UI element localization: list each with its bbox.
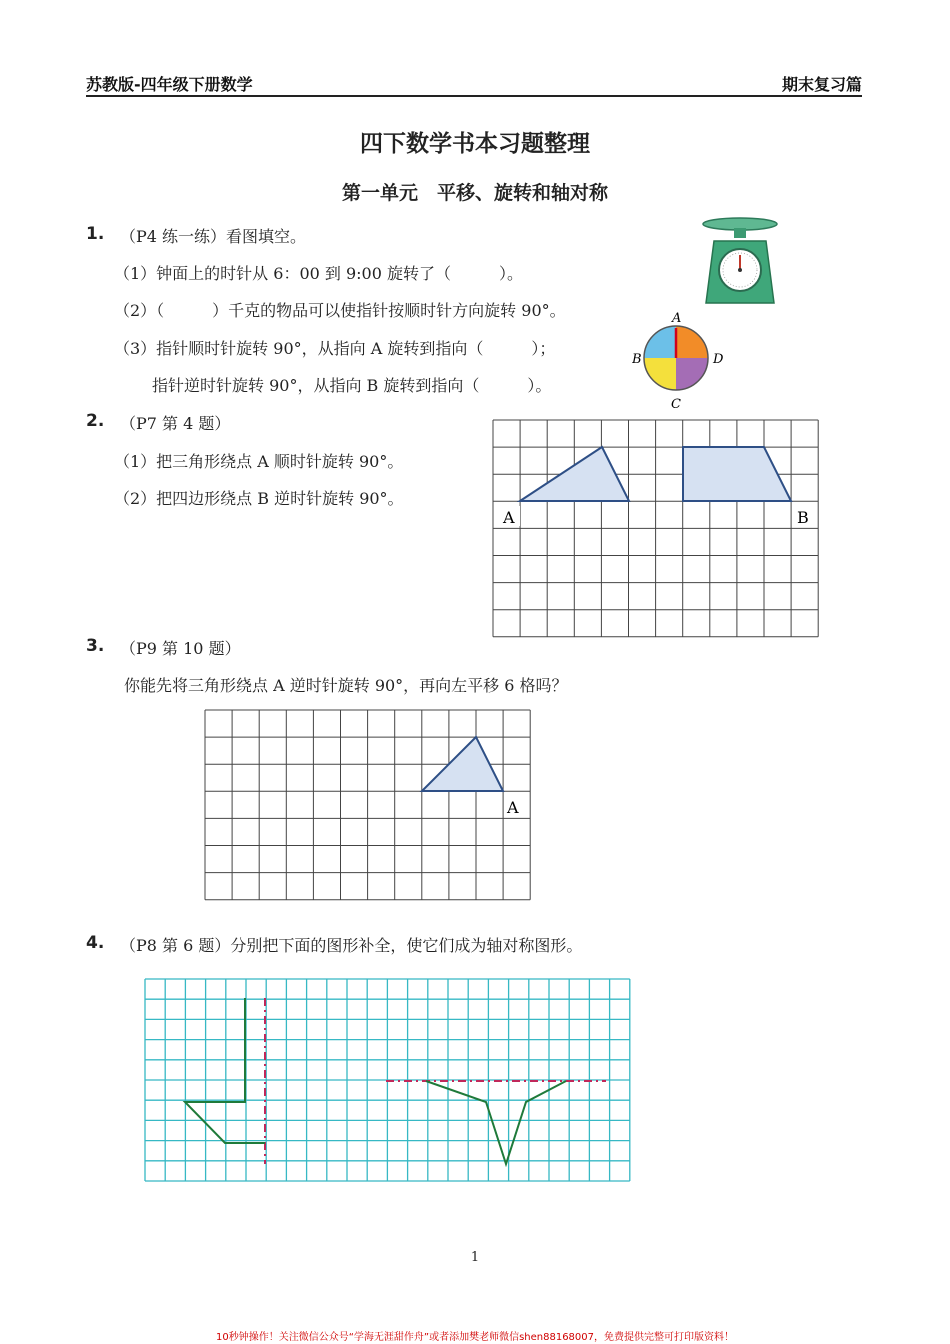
header-right: 期末复习篇 xyxy=(781,75,862,94)
q2-label-b: B xyxy=(797,508,809,527)
footer-note: 10秒钟操作！关注微信公众号“学海无涯甜作舟”或者添加樊老师微信shen88168007，免费提供完整可打印版资料！ xyxy=(215,1332,735,1343)
q1-number: 1. xyxy=(86,224,105,244)
disk-label-a: A xyxy=(672,311,682,326)
q2-label-a: A xyxy=(503,508,515,527)
q4-shape-right xyxy=(426,1081,566,1164)
q4-number: 4. xyxy=(86,933,105,953)
header-rule xyxy=(86,95,862,97)
q4-grid xyxy=(144,978,632,1190)
disk-label-c: C xyxy=(671,397,681,410)
q2-number: 2. xyxy=(86,411,105,431)
page-title: 四下数学书本习题整理 xyxy=(360,131,590,157)
q2-heading: （P7 第 4 题） xyxy=(120,414,231,433)
q1-line-3: （3）指针顺时针旋转 90°，从指向 A 旋转到指向（ ）； xyxy=(114,339,556,358)
header-left: 苏教版-四年级下册数学 xyxy=(86,75,253,94)
q3-line-1: 你能先将三角形绕点 A 逆时针旋转 90°，再向左平移 6 格吗？ xyxy=(124,676,568,695)
q1-line-1: （1）钟面上的时针从 6：00 到 9:00 旋转了（ ）。 xyxy=(114,264,523,283)
q4-heading: （P8 第 6 题）分别把下面的图形补全，使它们成为轴对称图形。 xyxy=(120,936,583,955)
q2-grid xyxy=(492,418,822,640)
q1-heading: （P4 练一练）看图填空。 xyxy=(120,227,307,246)
dial-disk xyxy=(632,310,732,410)
disk-label-d: D xyxy=(713,352,724,367)
q3-heading: （P9 第 10 题） xyxy=(120,639,241,658)
q2-quadrilateral xyxy=(683,447,791,501)
q3-grid xyxy=(204,708,534,903)
disk-label-b: B xyxy=(632,352,642,367)
q2-line-2: （2）把四边形绕点 B 逆时针旋转 90°。 xyxy=(114,489,404,508)
q1-line-4: 指针逆时针旋转 90°，从指向 B 旋转到指向（ ）。 xyxy=(152,376,552,395)
q3-number: 3. xyxy=(86,636,105,656)
page-number: 1 xyxy=(470,1250,480,1265)
scale-icon xyxy=(700,215,780,307)
q2-line-1: （1）把三角形绕点 A 顺时针旋转 90°。 xyxy=(114,452,404,471)
section-subtitle: 第一单元 平移、旋转和轴对称 xyxy=(341,182,608,204)
q3-label-a: A xyxy=(507,798,519,817)
q1-line-2: （2）（ ）千克的物品可以使指针按顺时针方向旋转 90°。 xyxy=(114,301,566,320)
